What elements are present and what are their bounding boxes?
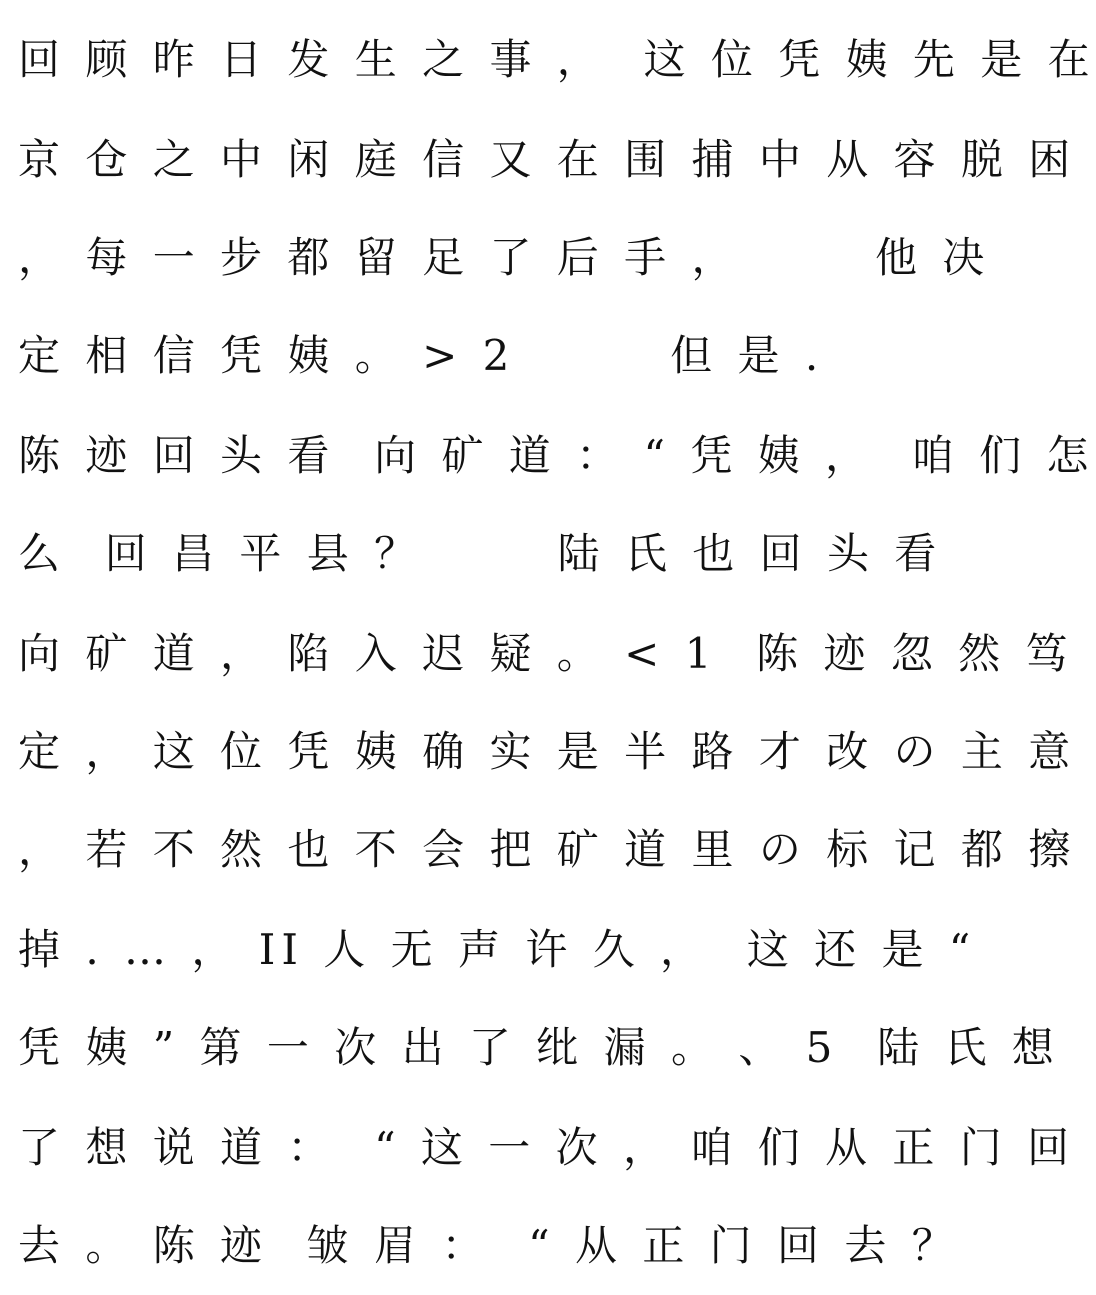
text-line: 掉 . … ， II 人 无 声 许 久 ， 这 还 是 “ [18, 925, 977, 974]
text-line: 定 ， 这 位 凭 姨 确 实 是 半 路 才 改 の 主 意 [18, 727, 1077, 776]
text-line: 了 想 说 道 ： “ 这 一 次 ， 咱 们 从 正 门 回 [18, 1123, 1076, 1172]
text-line: 回 顾 昨 日 发 生 之 事 ， 这 位 凭 姨 先 是 在 [18, 35, 1096, 84]
text-line: 京 仓 之 中 闲 庭 信 又 在 围 捕 中 从 容 脱 困 [18, 135, 1077, 184]
text-line: ， 若 不 然 也 不 会 把 矿 道 里 の 标 记 都 擦 [18, 825, 1077, 874]
text-line: 去 。 陈 迹 皱 眉 ： “ 从 正 门 回 去 ？ [18, 1221, 960, 1270]
text-line: 陈 迹 回 头 看 向 矿 道 ： “ 凭 姨 ， 咱 们 怎 [18, 431, 1095, 480]
text-line: 定 相 信 凭 姨 。 > 2 但 是 . [18, 331, 825, 380]
text-line: 凭 姨 ” 第 一 次 出 了 纰 漏 。 、 5 陆 氏 想 [18, 1023, 1060, 1072]
text-line: 向 矿 道 ， 陷 入 迟 疑 。 < 1 陈 迹 忽 然 笃 [18, 629, 1074, 678]
text-line: 么 回 昌 平 县 ？ 陆 氏 也 回 头 看 [18, 529, 943, 578]
text-line: ， 每 一 步 都 留 足 了 后 手 ， 他 决 [18, 233, 991, 282]
